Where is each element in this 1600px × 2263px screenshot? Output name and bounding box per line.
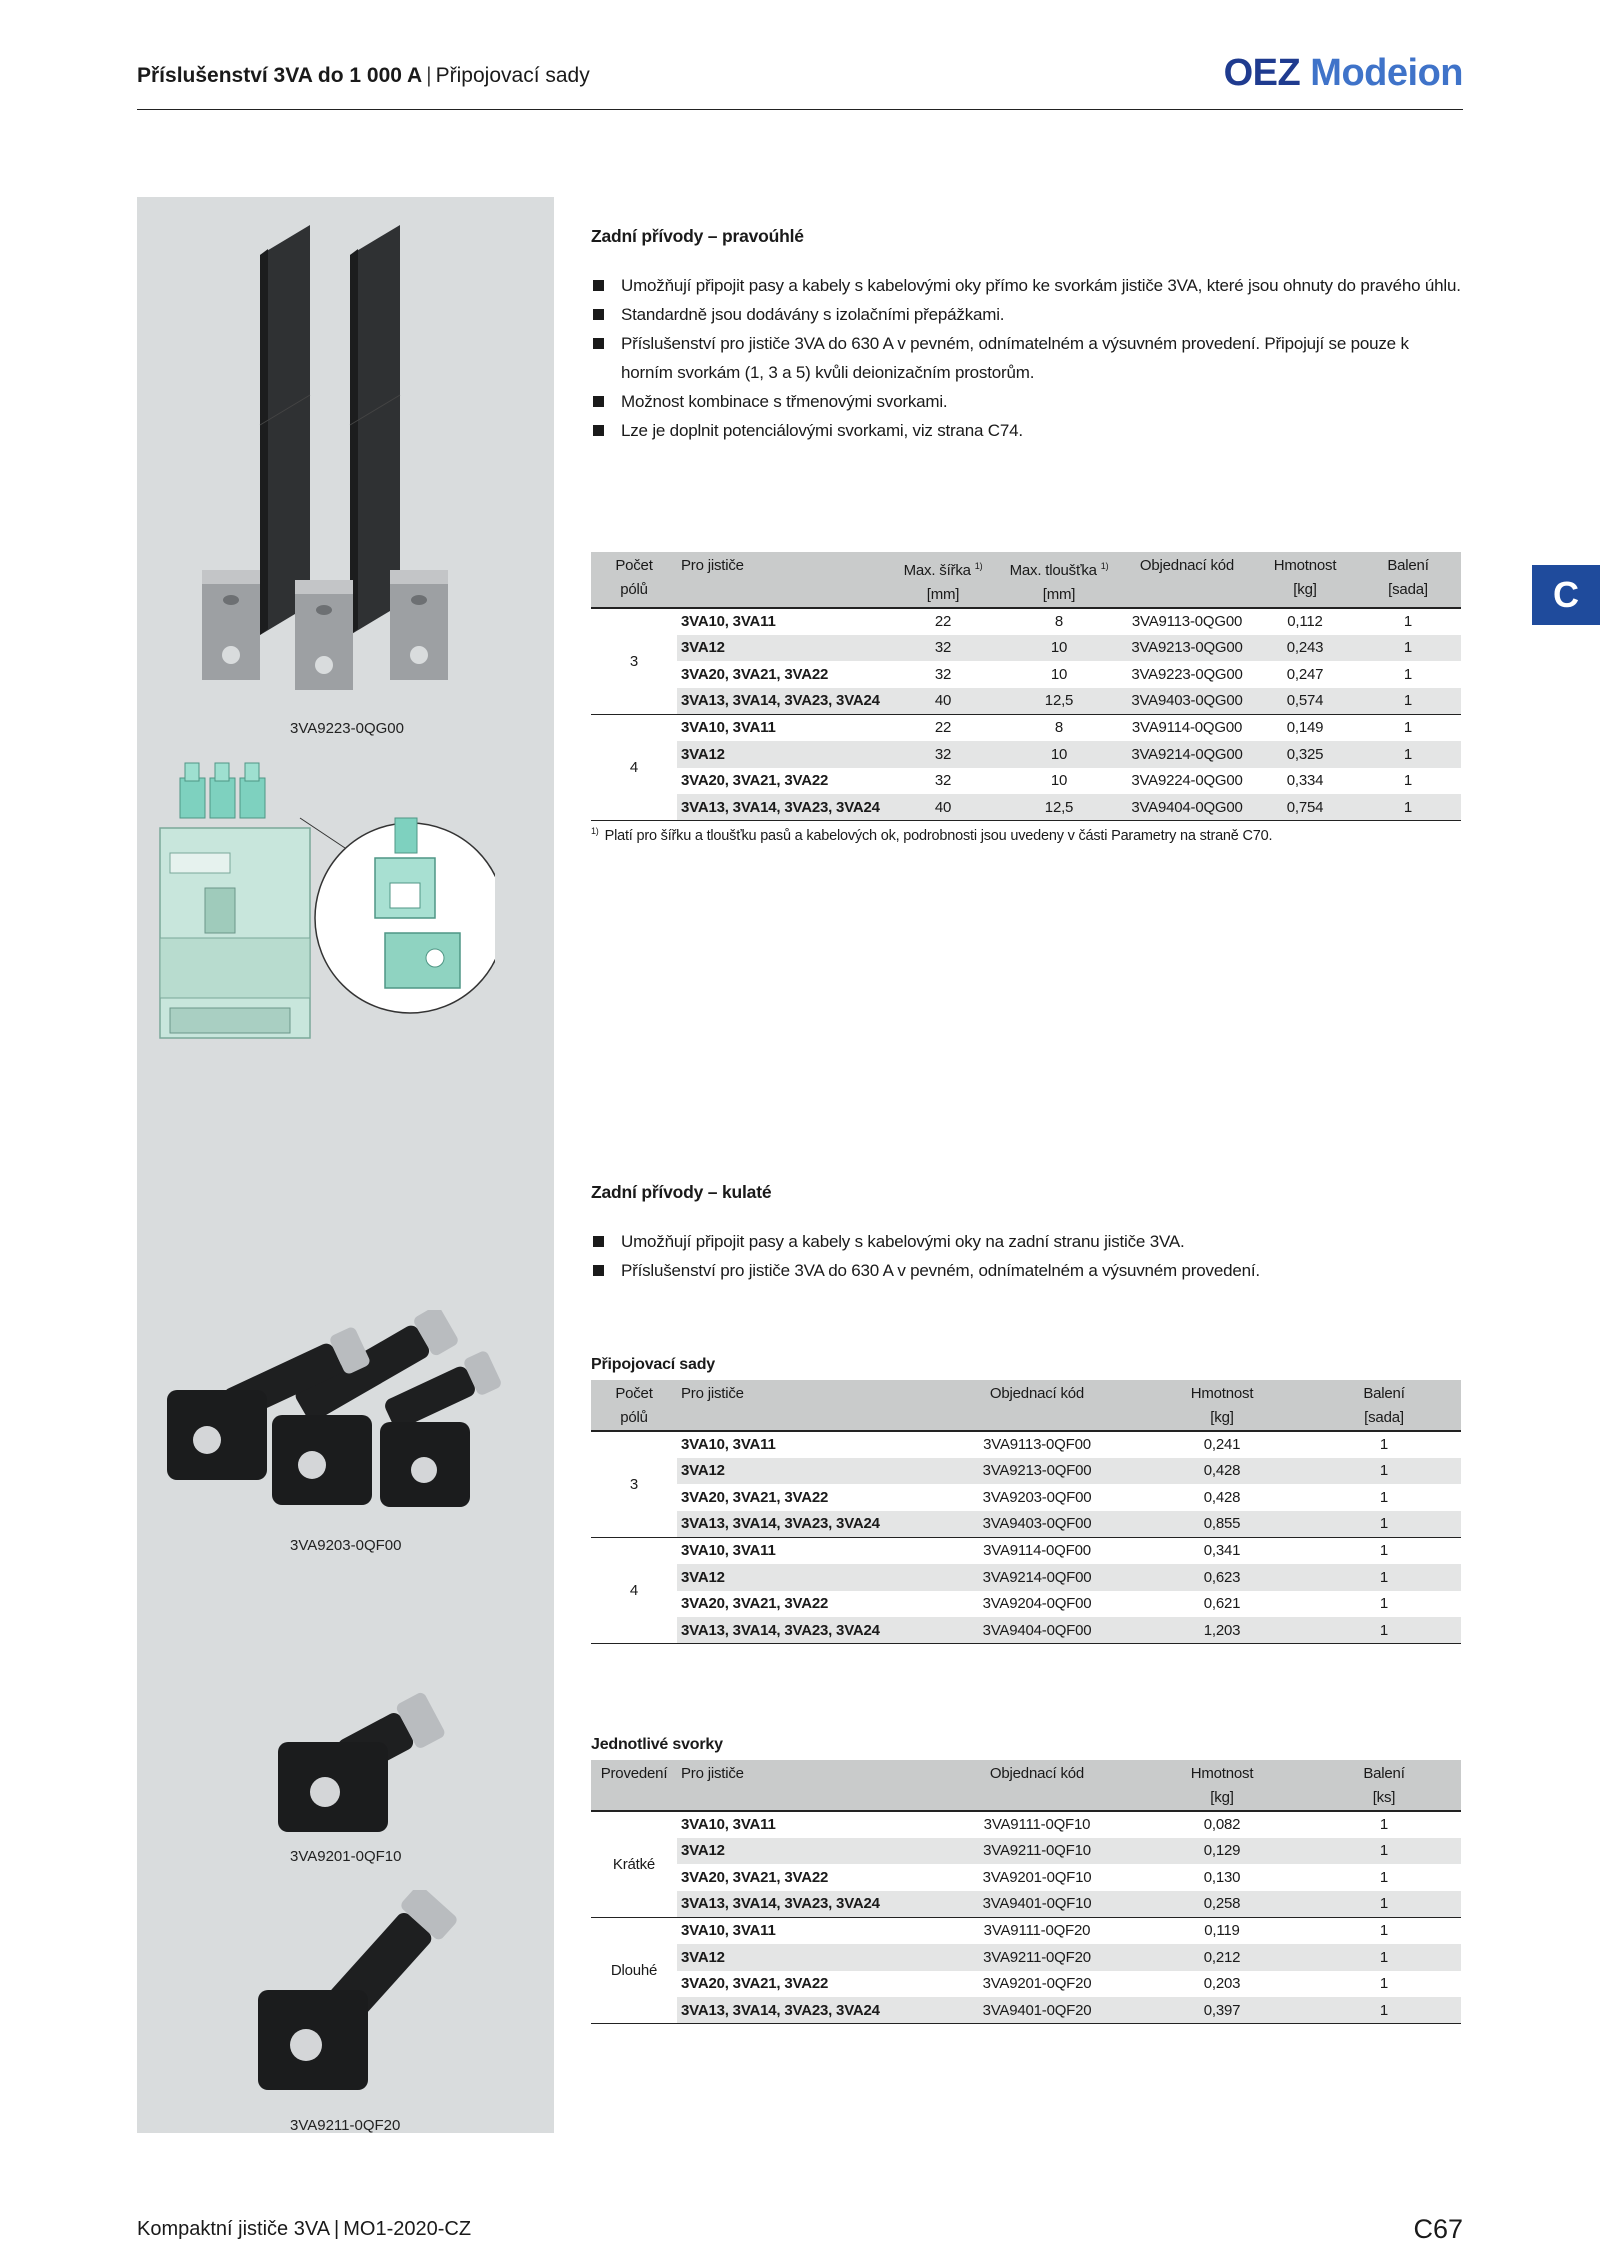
- single-terminals-table: [591, 1760, 1461, 2024]
- breaker-detail-image: [155, 758, 495, 1058]
- image-caption-2: 3VA9203-0QF00: [290, 1537, 402, 1554]
- feature-list: [591, 271, 1461, 445]
- rear-terminal-round-set-image: [162, 1310, 532, 1530]
- table-row: 3VA20, 3VA21, 3VA22 3VA9204-0QF00 0,621 1: [681, 1595, 1389, 1613]
- image-caption-3: 3VA9201-0QF10: [290, 1848, 402, 1865]
- feature-item: Umožňují připojit pasy a kabely s kabelovými oky přímo ke svorkám jističe 3VA, které jsou ohnuty do pravého úhlu.: [591, 271, 1461, 300]
- table-row: 3VA13, 3VA14, 3VA23, 3VA24 3VA9403-0QF00 0,855 1: [591, 1511, 1461, 1538]
- table-row: 3VA20, 3VA21, 3VA22 3VA9201-0QF10 0,130 1: [681, 1868, 1389, 1886]
- col-weight: Hmotnost [kg]: [1255, 552, 1355, 608]
- group-label: 3: [591, 608, 677, 714]
- table-row: 3VA12 3VA9211-0QF10 0,129 1: [591, 1838, 1461, 1865]
- table-angled-wrapper: [591, 552, 1461, 844]
- table-row: 3VA20, 3VA21, 3VA22 3VA9203-0QF00 0,428 1: [681, 1488, 1389, 1506]
- table-row: 3VA12 3VA9213-0QF00 0,428 1: [591, 1458, 1461, 1485]
- table-row: 4 3VA10, 3VA11 22 8 3VA9114-0QG00 0,149 1: [591, 714, 1461, 741]
- col-order-code: Objednací kód: [1119, 552, 1255, 608]
- title-main: Příslušenství 3VA do 1 000 A: [137, 64, 423, 87]
- table-row: 3VA13, 3VA14, 3VA23, 3VA24 3VA9401-0QF10 0,258 1: [591, 1891, 1461, 1918]
- table-row: Krátké 3VA10, 3VA11 3VA9111-0QF10 0,082 1: [591, 1811, 1461, 1838]
- table-header-row: Počet pólů Pro jističe Objednací kód Hmotnost [kg] Balení [sada]: [591, 1380, 1461, 1431]
- feature-list: [591, 1227, 1461, 1285]
- table-row: 3VA20, 3VA21, 3VA22 32 10 3VA9223-0QG00 0,247 1: [681, 665, 1413, 683]
- col-poles: Počet pólů: [591, 552, 677, 608]
- group-label: Krátké: [591, 1811, 677, 1917]
- table-footnote: $^{1)}$ Platí pro šířku a tloušťku pasů a kabelových ok, podrobnosti jsou uvedeny v části Parametry na straně C70.: [591, 826, 1273, 845]
- page-footer: [137, 2210, 1463, 2250]
- table-header-row: [591, 552, 1461, 608]
- table-row: 3VA20, 3VA21, 3VA22 3VA9201-0QF20 0,203 1: [681, 1975, 1389, 1993]
- rear-terminal-angled-image: [200, 225, 490, 705]
- table-row: 3VA12 32 10 3VA9213-0QG00 0,243 1: [591, 635, 1461, 662]
- section-angled: [591, 226, 1461, 445]
- table-header-row: Provedení Pro jističe Objednací kód Hmotnost [kg] Balení [ks]: [591, 1760, 1461, 1811]
- table-row: 3VA12 3VA9214-0QF00 0,623 1: [591, 1564, 1461, 1591]
- group-label: 4: [591, 714, 677, 820]
- single-terminal-long-image: [248, 1890, 478, 2105]
- group-label: 3: [591, 1431, 677, 1537]
- section-title: Zadní přívody – kulaté: [591, 1182, 772, 1202]
- table-row: 3VA13, 3VA14, 3VA23, 3VA24 40 12,5 3VA9404-0QG00 0,754 1: [591, 794, 1461, 821]
- table-row: 4 3VA10, 3VA11 3VA9114-0QF00 0,341 1: [591, 1537, 1461, 1564]
- table-row: 3VA12 3VA9211-0QF20 0,212 1: [591, 1944, 1461, 1971]
- section-title: Zadní přívody – pravoúhlé: [591, 226, 804, 246]
- chapter-tab: C: [1532, 565, 1600, 625]
- angled-terminals-table: [591, 552, 1461, 821]
- image-caption-1: 3VA9223-0QG00: [290, 720, 404, 737]
- col-max-width: Max. šířka $^{1)}$ [mm]: [887, 552, 999, 608]
- feature-item: Možnost kombinace s třmenovými svorkami.: [591, 387, 1461, 416]
- table-row: 3VA13, 3VA14, 3VA23, 3VA24 3VA9404-0QF00 1,203 1: [591, 1617, 1461, 1644]
- group-label: Dlouhé: [591, 1917, 677, 2023]
- col-max-thickness: Max. tloušťka $^{1)}$ [mm]: [999, 552, 1119, 608]
- page-header: [137, 52, 1463, 110]
- table-single-wrapper: [591, 1736, 1461, 2024]
- page-number: C67: [1413, 2214, 1463, 2244]
- col-packing: Balení [sada]: [1355, 552, 1461, 608]
- table-row: Dlouhé 3VA10, 3VA11 3VA9111-0QF20 0,119 1: [591, 1917, 1461, 1944]
- group-label: 4: [591, 1537, 677, 1643]
- brand-oez: OEZ: [1223, 52, 1301, 94]
- brand-logo: [1224, 52, 1463, 95]
- title-separator: |: [426, 64, 432, 87]
- table-row: 3VA12 32 10 3VA9214-0QG00 0,325 1: [591, 741, 1461, 768]
- connection-sets-table: [591, 1380, 1461, 1644]
- feature-item: Příslušenství pro jističe 3VA do 630 A v pevném, odnímatelném a výsuvném provedení.: [591, 1256, 1461, 1285]
- title-sub: Připojovací sady: [435, 64, 590, 87]
- brand-modeion: Modeion: [1310, 52, 1463, 94]
- table-title: Jednotlivé svorky: [591, 1736, 723, 1753]
- section-round: [591, 1182, 1461, 1285]
- feature-item: Umožňují připojit pasy a kabely s kabelovými oky na zadní stranu jističe 3VA.: [591, 1227, 1461, 1256]
- table-row: 3 3VA10, 3VA11 22 8 3VA9113-0QG00 0,112 1: [591, 608, 1461, 635]
- table-row: 3VA13, 3VA14, 3VA23, 3VA24 40 12,5 3VA9403-0QG00 0,574 1: [591, 688, 1461, 715]
- feature-item: Příslušenství pro jističe 3VA do 630 A v pevném, odnímatelném a výsuvném provedení. Připojují se pouze k horním svorkám (1, 3 a 5) kvůli deionizačním prostorům.: [591, 329, 1461, 387]
- table-row: 3VA20, 3VA21, 3VA22 32 10 3VA9224-0QG00 0,334 1: [681, 772, 1413, 790]
- col-breakers: Pro jističe: [677, 552, 887, 608]
- table-sets-wrapper: [591, 1356, 1461, 1644]
- feature-item: Standardně jsou dodávány s izolačními přepážkami.: [591, 300, 1461, 329]
- footer-doc-title: Kompaktní jističe 3VA | MO1-2020-CZ: [137, 2218, 472, 2240]
- table-title: Připojovací sady: [591, 1356, 715, 1373]
- feature-item: Lze je doplnit potenciálovými svorkami, viz strana C74.: [591, 416, 1461, 445]
- table-row: 3VA13, 3VA14, 3VA23, 3VA24 3VA9401-0QF20 0,397 1: [591, 1997, 1461, 2024]
- image-caption-4: 3VA9211-0QF20: [290, 2117, 401, 2134]
- table-row: 3 3VA10, 3VA11 3VA9113-0QF00 0,241 1: [591, 1431, 1461, 1458]
- page-title: [137, 64, 590, 88]
- single-terminal-short-image: [270, 1692, 460, 1837]
